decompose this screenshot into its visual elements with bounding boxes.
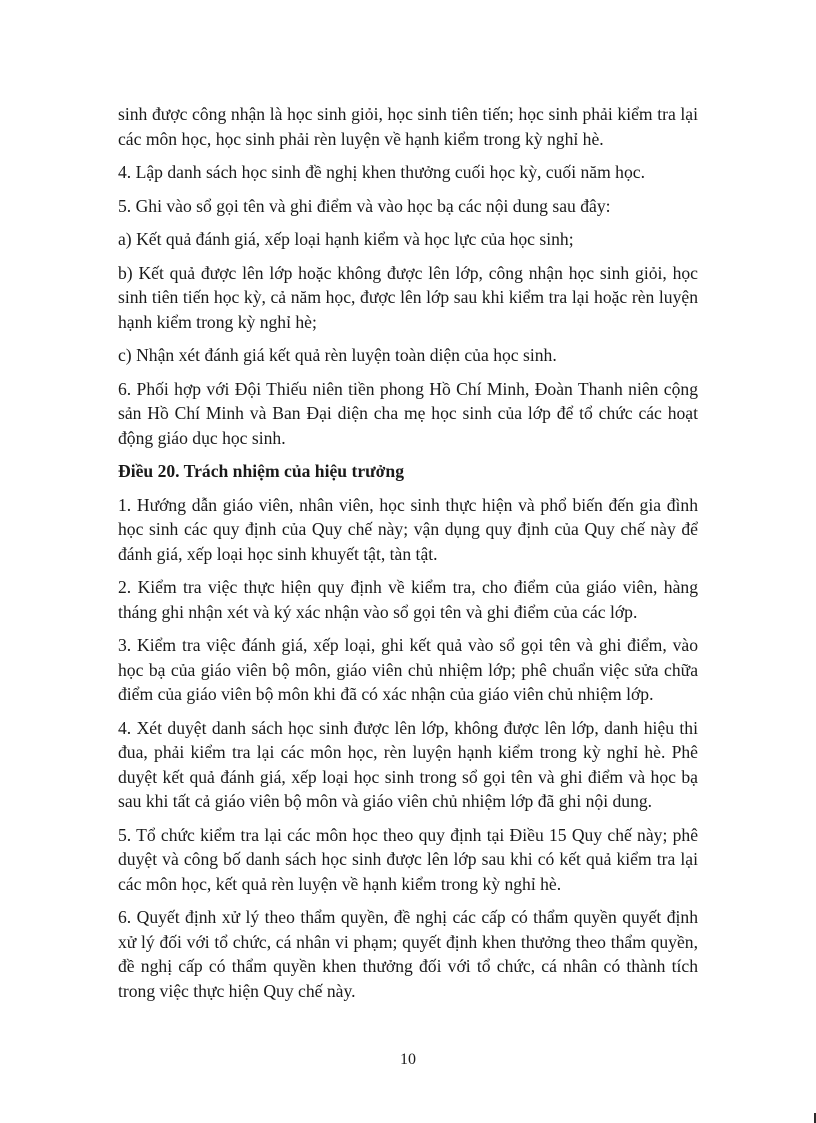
paragraph-item-c: c) Nhận xét đánh giá kết quả rèn luyện toàn diện của học sinh. <box>118 345 557 365</box>
paragraph-item-4: 4. Lập danh sách học sinh đề nghị khen thưởng cuối học kỳ, cuối năm học. <box>118 162 645 182</box>
paragraph-continuation: sinh được công nhận là học sinh giỏi, học sinh tiên tiến; học sinh phải kiểm tra lại các môn học, học sinh phải rèn luyện về hạnh kiểm trong kỳ nghỉ hè. <box>118 104 698 149</box>
paragraph-item-6: 6. Phối hợp với Đội Thiếu niên tiền phong Hồ Chí Minh, Đoàn Thanh niên cộng sản Hồ Chí Minh và Ban Đại diện cha mẹ học sinh của lớp để tổ chức các hoạt động giáo dục học sinh. <box>118 378 698 448</box>
paragraph-item-5: 5. Ghi vào sổ gọi tên và ghi điểm và vào học bạ các nội dung sau đây: <box>118 195 611 216</box>
principal-duty-6: 6. Quyết định xử lý theo thẩm quyền, đề nghị các cấp có thẩm quyền quyết định xử lý đối với tổ chức, cá nhân vi phạm; quyết định khen thưởng theo thẩm quyền, đề nghị cấp có thẩm quyền khen thưởng đối với tổ chức, cá nhân có thành tích trong việc thực hiện Quy chế này. <box>118 907 698 1001</box>
principal-duty-2: 2. Kiểm tra việc thực hiện quy định về kiểm tra, cho điểm của giáo viên, hàng tháng ghi nhận xét và ký xác nhận vào sổ gọi tên và ghi điểm của các lớp. <box>118 577 698 622</box>
section-heading: Điều 20. Trách nhiệm của hiệu trưởng <box>118 461 405 481</box>
principal-duty-5: 5. Tổ chức kiểm tra lại các môn học theo quy định tại Điều 15 Quy chế này; phê duyệt và công bố danh sách học sinh được lên lớp sau khi có kết quả kiểm tra lại các môn học, kết quả rèn luyện về hạnh kiểm trong kỳ nghỉ hè. <box>118 824 698 894</box>
page-number: 10 <box>400 1051 416 1068</box>
principal-duty-1: 1. Hướng dẫn giáo viên, nhân viên, học sinh thực hiện và phổ biến đến gia đình học sinh các quy định của Quy chế này; vận dụng quy định của Quy chế này để đánh giá, xếp loại học sinh khuyết tật, tàn tật. <box>118 494 698 564</box>
document-body <box>118 102 698 1012</box>
paragraph-item-a: a) Kết quả đánh giá, xếp loại hạnh kiểm và học lực của học sinh; <box>118 229 574 249</box>
paragraph-item-b: b) Kết quả được lên lớp hoặc không được lên lớp, công nhận học sinh giỏi, học sinh tiên tiến học kỳ, cả năm học, được lên lớp sau khi kiểm tra lại hoặc rèn luyện hạnh kiểm trong kỳ nghỉ hè; <box>118 262 698 332</box>
principal-duty-4: 4. Xét duyệt danh sách học sinh được lên lớp, không được lên lớp, danh hiệu thi đua, phải kiểm tra lại các môn học, rèn luyện hạnh kiểm trong kỳ nghỉ hè. Phê duyệt kết quả đánh giá, xếp loại học sinh trong sổ gọi tên và ghi điểm và học bạ sau khi tất cả giáo viên bộ môn và giáo viên chủ nhiệm lớp đã ghi nội dung. <box>118 717 698 811</box>
principal-duty-3: 3. Kiểm tra việc đánh giá, xếp loại, ghi kết quả vào sổ gọi tên và ghi điểm, vào học bạ của giáo viên bộ môn, giáo viên chủ nhiệm lớp; phê chuẩn việc sửa chữa điểm của giáo viên bộ môn khi đã có xác nhận của giáo viên chủ nhiệm lớp. <box>118 635 698 704</box>
